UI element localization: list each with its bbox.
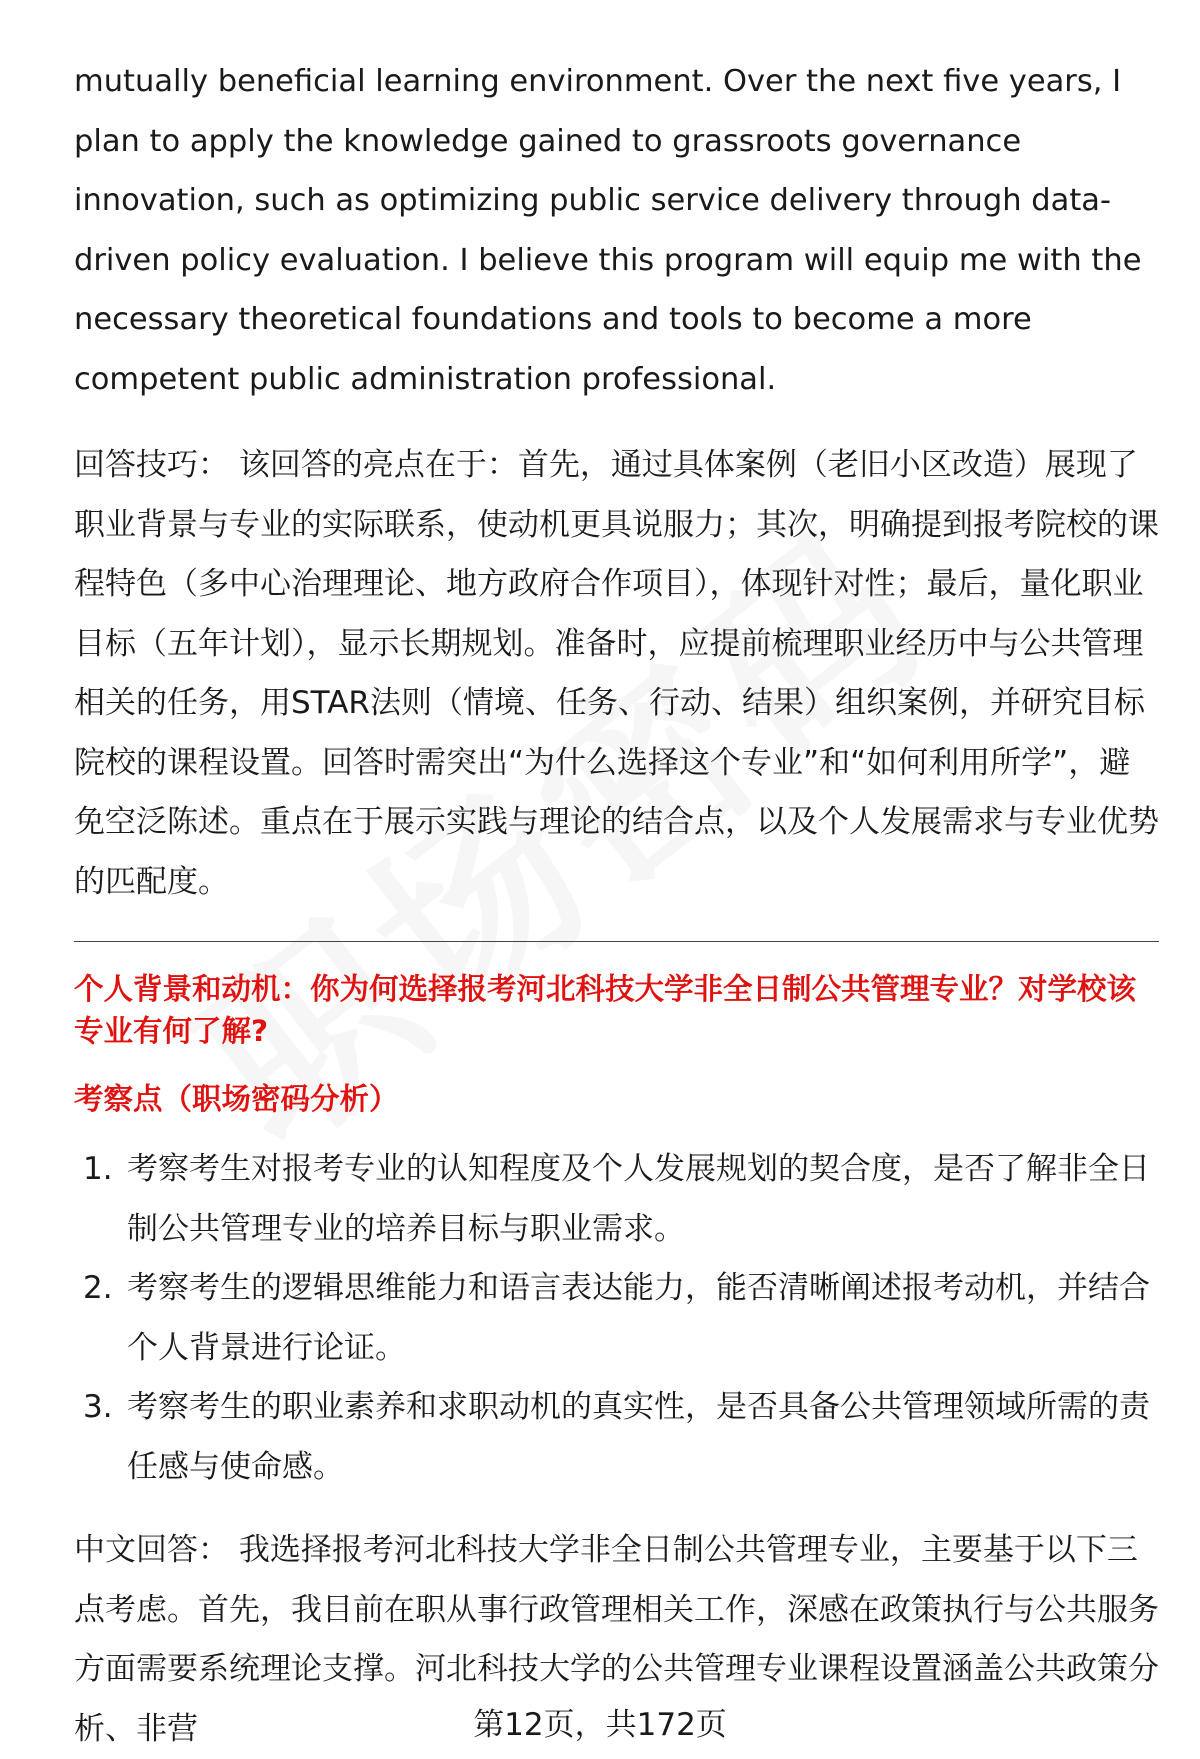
analysis-points-list <box>74 1140 1159 1497</box>
page-content <box>74 52 1159 1759</box>
list-item-text: 考察考生对报考专业的认知程度及个人发展规划的契合度，是否了解非全日制公共管理专业的培养目标与职业需求。 <box>127 1151 1150 1247</box>
list-item-number: 3. <box>83 1389 113 1425</box>
tips-label: 回答技巧： <box>74 447 229 483</box>
answer-tips-paragraph <box>74 436 1159 912</box>
chinese-answer-label: 中文回答： <box>74 1532 229 1568</box>
page-footer: 第12页，共172页 <box>473 1707 727 1743</box>
analysis-heading: 考察点（职场密码分析） <box>74 1082 399 1116</box>
question-heading: 个人背景和动机：你为何选择报考河北科技大学非全日制公共管理专业？对学校该专业有何了解? <box>74 972 1137 1048</box>
list-item <box>74 1378 1159 1497</box>
tips-text: 该回答的亮点在于：首先，通过具体案例（老旧小区改造）展现了职业背景与专业的实际联系，使动机更具说服力；其次，明确提到报考院校的课程特色（多中心治理理论、地方政府合作项目），体现针对性；最后，量化职业目标（五年计划），显示长期规划。准备时，应提前梳理职业经历中与公共管理相关的任务，用STAR法则（情境、任务、行动、结果）组织案例，并研究目标院校的课程设置。回答时需突出“为什么选择这个专业”和“如何利用所学”，避免空泛陈述。重点在于展示实践与理论的结合点，以及个人发展需求与专业优势的匹配度。 <box>74 447 1159 900</box>
list-item-number: 1. <box>83 1151 113 1187</box>
list-item-text: 考察考生的职业素养和求职动机的真实性，是否具备公共管理领域所需的责任感与使命感。 <box>127 1389 1150 1485</box>
list-item-number: 2. <box>83 1270 113 1306</box>
list-item-text: 考察考生的逻辑思维能力和语言表达能力，能否清晰阐述报考动机，并结合个人背景进行论证。 <box>127 1270 1150 1366</box>
english-answer-paragraph: mutually beneficial learning environment. Over the next five years, I plan to apply the knowledge gained to grassroots governance innovation, such as optimizing public service delivery through data-driven policy evaluation. I believe this program will equip me with the necessary theoretical foundations and tools to become a more competent public administration professional. <box>74 64 1142 397</box>
list-item <box>74 1140 1159 1259</box>
list-item <box>74 1259 1159 1378</box>
chinese-answer-text: 我选择报考河北科技大学非全日制公共管理专业，主要基于以下三点考虑。首先，我目前在职从事行政管理相关工作，深感在政策执行与公共服务方面需要系统理论支撑。河北科技大学的公共管理专业课程设置涵盖公共政策分析、非营 <box>74 1532 1159 1747</box>
